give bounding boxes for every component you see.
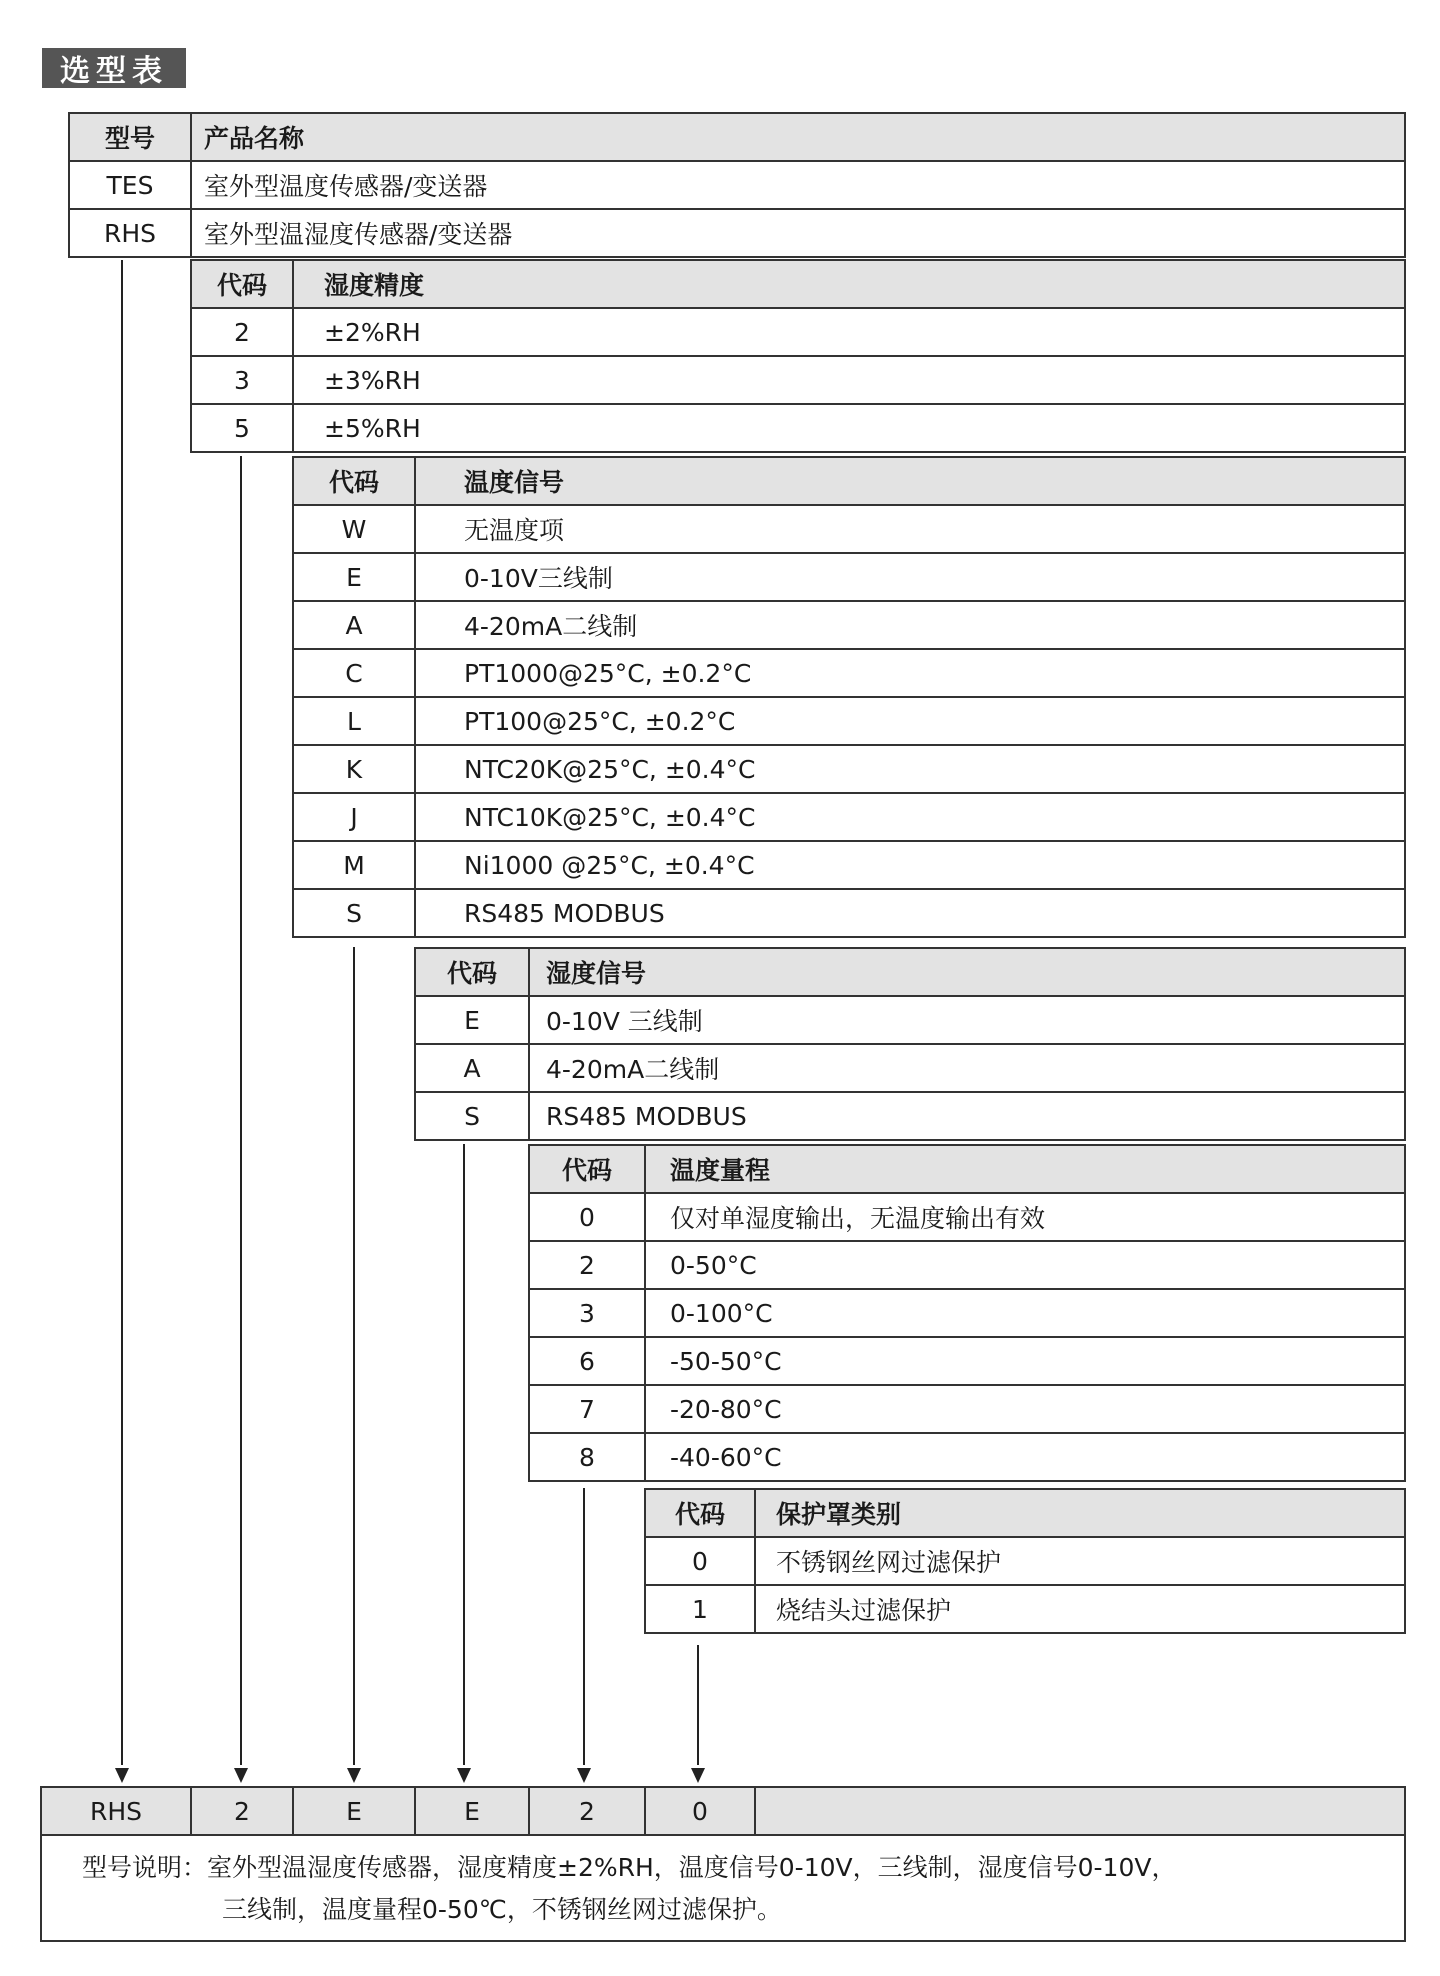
range-value: 0-50°C xyxy=(645,1241,1405,1289)
temp-signal-value: NTC20K@25°C, ±0.4°C xyxy=(415,745,1405,793)
temp-signal-value: PT1000@25°C, ±0.2°C xyxy=(415,649,1405,697)
shield-code: 0 xyxy=(645,1537,755,1585)
temp-signal-code: K xyxy=(293,745,415,793)
arrow-down-icon xyxy=(457,1768,471,1783)
table-row xyxy=(293,889,1405,937)
temp-signal-code: W xyxy=(293,505,415,553)
table-row xyxy=(191,404,1405,452)
accuracy-header-name: 湿度精度 xyxy=(293,260,1405,308)
table-row xyxy=(529,1337,1405,1385)
table-row xyxy=(69,161,1405,209)
temp-signal-value: 4-20mA二线制 xyxy=(415,601,1405,649)
temp-signal-value: 无温度项 xyxy=(415,505,1405,553)
temp-signal-header-code: 代码 xyxy=(293,457,415,505)
range-value: -20-80°C xyxy=(645,1385,1405,1433)
temp-signal-code: J xyxy=(293,793,415,841)
range-header-name: 温度量程 xyxy=(645,1145,1405,1193)
range-code: 7 xyxy=(529,1385,645,1433)
hum-signal-code: A xyxy=(415,1044,529,1092)
connector-line-hum-signal xyxy=(463,1144,465,1765)
range-value: -40-60°C xyxy=(645,1433,1405,1481)
temp-signal-code: S xyxy=(293,889,415,937)
hum-signal-code: S xyxy=(415,1092,529,1140)
table-row xyxy=(529,1193,1405,1241)
range-header-code: 代码 xyxy=(529,1145,645,1193)
temperature-range-table xyxy=(528,1144,1406,1482)
example-code-range: 2 xyxy=(530,1788,646,1836)
temp-signal-value: PT100@25°C, ±0.2°C xyxy=(415,697,1405,745)
temp-signal-code: M xyxy=(293,841,415,889)
table-row xyxy=(415,1092,1405,1140)
model-header-code: 型号 xyxy=(69,113,191,161)
shield-header-name: 保护罩类别 xyxy=(755,1489,1405,1537)
temp-signal-value: Ni1000 @25°C, ±0.4°C xyxy=(415,841,1405,889)
table-row xyxy=(293,553,1405,601)
accuracy-code: 5 xyxy=(191,404,293,452)
temperature-signal-table xyxy=(292,456,1406,938)
arrow-down-icon xyxy=(577,1768,591,1783)
connector-line-model xyxy=(121,260,123,1765)
accuracy-value: ±3%RH xyxy=(293,356,1405,404)
accuracy-code: 2 xyxy=(191,308,293,356)
table-row xyxy=(415,996,1405,1044)
table-row xyxy=(293,697,1405,745)
example-note-line2: 三线制，温度量程0-50℃，不锈钢丝网过滤保护。 xyxy=(222,1895,782,1924)
connector-line-shield xyxy=(697,1645,699,1765)
temp-signal-code: C xyxy=(293,649,415,697)
table-row xyxy=(529,1433,1405,1481)
connector-line-temp-signal xyxy=(353,947,355,1765)
model-code: RHS xyxy=(69,209,191,257)
connector-line-range xyxy=(583,1488,585,1765)
accuracy-value: ±5%RH xyxy=(293,404,1405,452)
accuracy-code: 3 xyxy=(191,356,293,404)
temp-signal-value: RS485 MODBUS xyxy=(415,889,1405,937)
hum-signal-value: 4-20mA二线制 xyxy=(529,1044,1405,1092)
shield-type-table xyxy=(644,1488,1406,1634)
hum-signal-value: RS485 MODBUS xyxy=(529,1092,1405,1140)
example-result-box xyxy=(40,1786,1406,1942)
arrow-down-icon xyxy=(115,1768,129,1783)
temp-signal-value: NTC10K@25°C, ±0.4°C xyxy=(415,793,1405,841)
example-row-fill xyxy=(756,1788,1404,1836)
temp-signal-value: 0-10V三线制 xyxy=(415,553,1405,601)
page-title: 选型表 xyxy=(42,48,186,88)
accuracy-header-code: 代码 xyxy=(191,260,293,308)
table-row xyxy=(191,308,1405,356)
range-value: 仅对单湿度输出，无温度输出有效 xyxy=(645,1193,1405,1241)
arrow-down-icon xyxy=(691,1768,705,1783)
range-value: -50-50°C xyxy=(645,1337,1405,1385)
temp-signal-code: L xyxy=(293,697,415,745)
shield-code: 1 xyxy=(645,1585,755,1633)
table-row xyxy=(191,356,1405,404)
range-value: 0-100°C xyxy=(645,1289,1405,1337)
model-name: 室外型温湿度传感器/变送器 xyxy=(191,209,1405,257)
table-row xyxy=(293,601,1405,649)
table-row xyxy=(645,1585,1405,1633)
table-row xyxy=(293,745,1405,793)
range-code: 6 xyxy=(529,1337,645,1385)
table-row xyxy=(529,1241,1405,1289)
hum-signal-value: 0-10V 三线制 xyxy=(529,996,1405,1044)
example-code-shield: 0 xyxy=(646,1788,756,1836)
table-row xyxy=(529,1289,1405,1337)
hum-signal-code: E xyxy=(415,996,529,1044)
hum-signal-header-code: 代码 xyxy=(415,948,529,996)
table-row xyxy=(293,505,1405,553)
model-table xyxy=(68,112,1406,258)
range-code: 0 xyxy=(529,1193,645,1241)
shield-value: 不锈钢丝网过滤保护 xyxy=(755,1537,1405,1585)
range-code: 3 xyxy=(529,1289,645,1337)
table-row xyxy=(293,793,1405,841)
example-code-hum-signal: E xyxy=(416,1788,530,1836)
hum-signal-header-name: 湿度信号 xyxy=(529,948,1405,996)
table-row xyxy=(69,209,1405,257)
shield-header-code: 代码 xyxy=(645,1489,755,1537)
temp-signal-code: E xyxy=(293,553,415,601)
example-code-row xyxy=(42,1788,1404,1836)
table-row xyxy=(645,1537,1405,1585)
model-header-name: 产品名称 xyxy=(191,113,1405,161)
example-note-line1: 型号说明：室外型温湿度传感器，湿度精度±2%RH，温度信号0-10V，三线制，湿度信号0-10V， xyxy=(82,1853,1177,1882)
example-code-temp-signal: E xyxy=(294,1788,416,1836)
shield-value: 烧结头过滤保护 xyxy=(755,1585,1405,1633)
arrow-down-icon xyxy=(234,1768,248,1783)
model-name: 室外型温度传感器/变送器 xyxy=(191,161,1405,209)
humidity-accuracy-table xyxy=(190,259,1406,453)
connector-line-accuracy xyxy=(240,456,242,1765)
range-code: 8 xyxy=(529,1433,645,1481)
example-code-accuracy: 2 xyxy=(192,1788,294,1836)
example-code-model: RHS xyxy=(42,1788,192,1836)
arrow-down-icon xyxy=(347,1768,361,1783)
table-row xyxy=(529,1385,1405,1433)
table-row xyxy=(293,841,1405,889)
temp-signal-code: A xyxy=(293,601,415,649)
model-code: TES xyxy=(69,161,191,209)
range-code: 2 xyxy=(529,1241,645,1289)
table-row xyxy=(293,649,1405,697)
temp-signal-header-name: 温度信号 xyxy=(415,457,1405,505)
humidity-signal-table xyxy=(414,947,1406,1141)
table-row xyxy=(415,1044,1405,1092)
accuracy-value: ±2%RH xyxy=(293,308,1405,356)
